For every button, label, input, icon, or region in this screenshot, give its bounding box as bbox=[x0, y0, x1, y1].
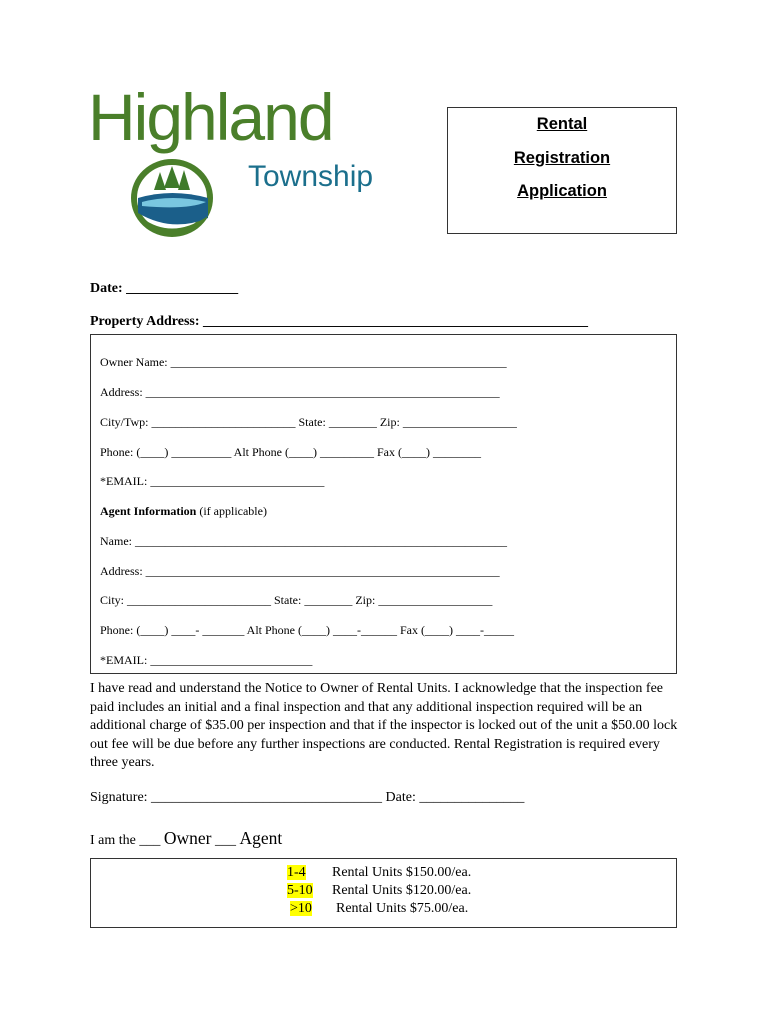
fee-schedule-box bbox=[90, 858, 677, 928]
title-registration: Registration bbox=[513, 148, 611, 167]
agent-email-field[interactable]: *EMAIL: ___________________________ bbox=[100, 653, 313, 667]
logo-wordmark-township: Township bbox=[248, 160, 374, 193]
agent-address-field[interactable]: Address: ___________________________________________________________ bbox=[100, 564, 500, 578]
owner-phone-field[interactable]: Phone: (____) __________ Alt Phone (____) _________ Fax (____) ________ bbox=[100, 445, 481, 459]
title-box bbox=[447, 107, 677, 234]
title-application: Application bbox=[517, 182, 607, 200]
fee-row-2 bbox=[287, 882, 313, 900]
agent-phone-field[interactable]: Phone: (____) ____- _______ Alt Phone (____) ____-______ Fax (____) ____-_____ bbox=[100, 623, 514, 637]
acknowledgement-text: I have read and understand the Notice to Owner of Rental Units. I acknowledge that the inspection fee paid includes an initial and a final inspection and that any additional inspection required will be an additional charge of $35.00 per inspection and that if the inspector is locked out of the unit a $50.00 lock out fee will be due before any further inspections are conducted. Rental Registration is required every three years. bbox=[90, 681, 678, 770]
role-separator: ___ bbox=[211, 833, 240, 848]
date-field[interactable]: Date: ________________ bbox=[90, 281, 239, 296]
agent-info-heading bbox=[100, 504, 267, 519]
property-address-field[interactable]: Property Address: _______________________________________________________ bbox=[90, 314, 589, 329]
fee-label-3: Rental Units $75.00/ea. bbox=[336, 901, 469, 916]
role-agent-option[interactable]: Agent bbox=[239, 828, 283, 848]
owner-agent-box bbox=[90, 334, 677, 674]
fee-range-2: 5-10 bbox=[287, 883, 313, 898]
owner-city-state-zip-field[interactable]: City/Twp: ________________________ State: ________ Zip: ___________________ bbox=[100, 415, 517, 429]
owner-email-field[interactable]: *EMAIL: _____________________________ bbox=[100, 474, 325, 488]
role-owner-option[interactable]: Owner bbox=[163, 828, 212, 848]
title-rental: Rental bbox=[536, 115, 588, 133]
signature-date-field[interactable]: Signature: _________________________________ Date: _______________ bbox=[90, 790, 525, 805]
owner-name-field[interactable]: Owner Name: ________________________________________________________ bbox=[100, 355, 507, 369]
owner-address-field[interactable]: Address: ___________________________________________________________ bbox=[100, 385, 500, 399]
role-prefix: I am the ___ bbox=[90, 833, 164, 848]
agent-heading-label: Agent Information bbox=[100, 504, 197, 518]
role-selection[interactable] bbox=[90, 828, 282, 849]
fee-label-1: Rental Units $150.00/ea. bbox=[332, 865, 472, 880]
highland-logo-emblem-icon bbox=[128, 158, 220, 238]
fee-range-1: 1-4 bbox=[287, 865, 306, 880]
agent-city-state-zip-field[interactable]: City: ________________________ State: ________ Zip: ___________________ bbox=[100, 593, 493, 607]
fee-row-3 bbox=[290, 900, 312, 918]
agent-heading-note: (if applicable) bbox=[196, 504, 267, 518]
fee-label-2: Rental Units $120.00/ea. bbox=[332, 883, 472, 898]
fee-range-3: >10 bbox=[290, 901, 312, 916]
fee-row-1 bbox=[287, 864, 306, 882]
logo-wordmark-highland: Highland bbox=[88, 80, 333, 154]
agent-name-field[interactable]: Name: ______________________________________________________________ bbox=[100, 534, 507, 548]
